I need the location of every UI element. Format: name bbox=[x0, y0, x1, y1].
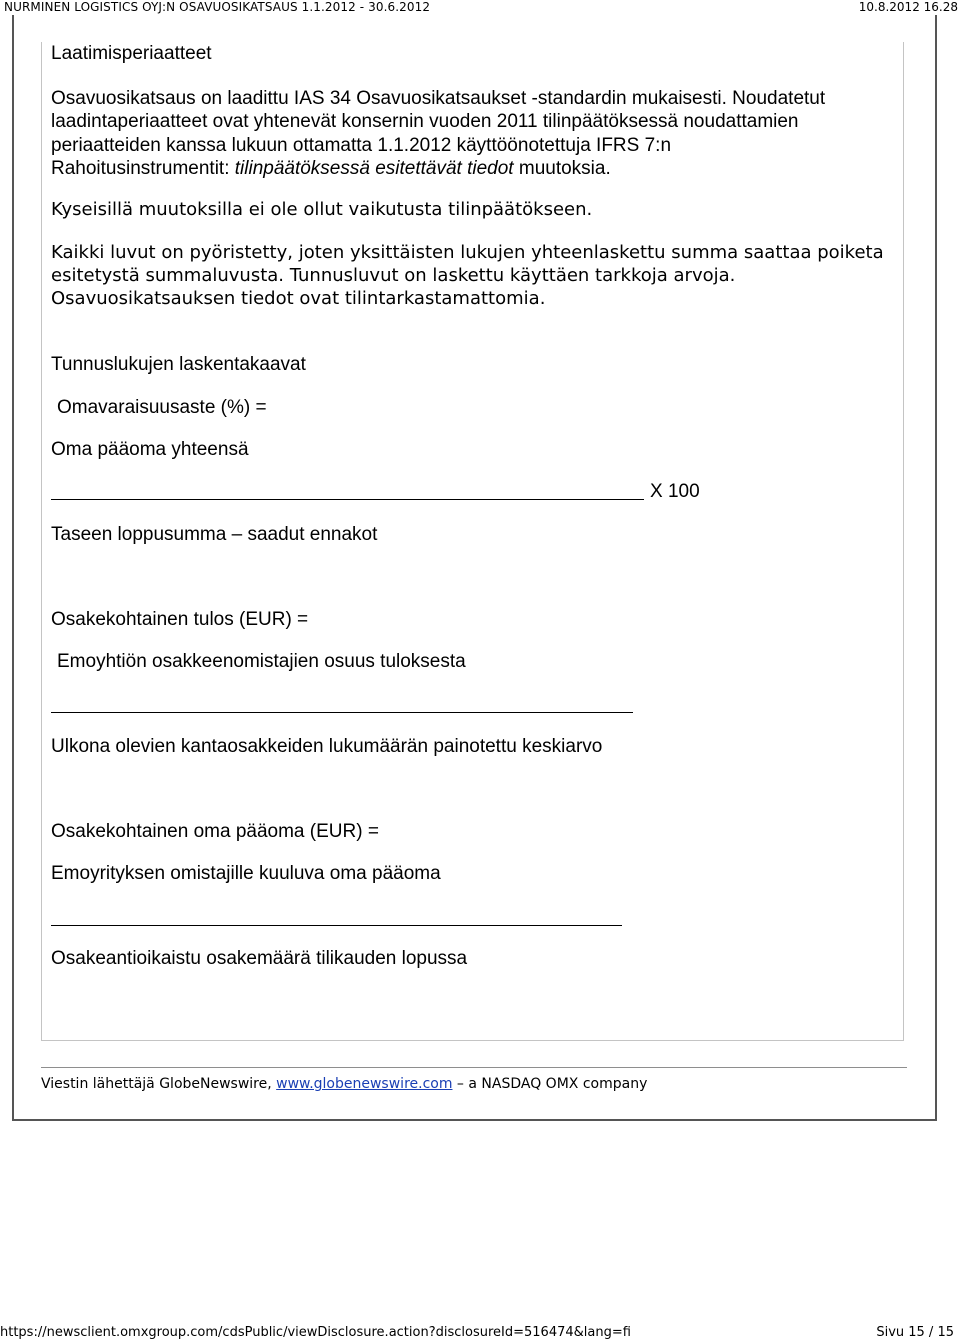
document-title: NURMINEN LOGISTICS OYJ:N OSAVUOSIKATSAUS 1.1.2012 - 30.6.2012 bbox=[4, 0, 431, 14]
fraction-bar bbox=[51, 712, 633, 713]
formulas-heading: Tunnuslukujen laskentakaavat bbox=[51, 354, 306, 375]
sender-text: – a NASDAQ OMX company bbox=[452, 1076, 648, 1092]
print-header bbox=[0, 0, 960, 14]
paragraph-line: Osavuosikatsaus on laadittu IAS 34 Osavuosikatsaukset -standardin mukaisesti. Noudatetut bbox=[51, 88, 826, 109]
paragraph-line: esitetystä summaluvusta. Tunnusluvut on laskettu käyttäen tarkkoja arvoja. bbox=[51, 265, 736, 286]
equity-ratio-numerator: Oma pääoma yhteensä bbox=[51, 439, 249, 460]
equity-per-share-label: Osakekohtainen oma pääoma (EUR) = bbox=[51, 821, 379, 842]
fraction-bar bbox=[51, 925, 622, 926]
equity-ratio-multiplier: X 100 bbox=[650, 481, 700, 502]
paragraph-line: Kaikki luvut on pyöristetty, joten yksittäisten lukujen yhteenlaskettu summa saattaa poiketa bbox=[51, 242, 884, 263]
print-datetime: 10.8.2012 16.28 bbox=[858, 0, 958, 14]
footer-divider bbox=[41, 1067, 907, 1068]
paragraph-line: Osavuosikatsauksen tiedot ovat tilintarkastamattomia. bbox=[51, 288, 546, 309]
equity-per-share-denominator: Osakeantioikaistu osakemäärä tilikauden lopussa bbox=[51, 948, 468, 969]
eps-label: Osakekohtainen tulos (EUR) = bbox=[51, 609, 309, 630]
fraction-bar bbox=[51, 499, 644, 500]
italic-title: tilinpäätöksessä esitettävät tiedot bbox=[234, 158, 514, 179]
globenewswire-link[interactable]: www.globenewswire.com bbox=[276, 1076, 453, 1092]
paragraph-text: muutoksia. bbox=[513, 158, 611, 179]
paragraph-line bbox=[51, 157, 611, 181]
paragraph-line: laadintaperiaatteet ovat yhtenevät konsernin vuoden 2011 tilinpäätöksessä noudattamien bbox=[51, 111, 799, 132]
equity-per-share-numerator: Emoyrityksen omistajille kuuluva oma pääoma bbox=[51, 863, 441, 884]
sender-text: Viestin lähettäjä GlobeNewswire, bbox=[41, 1076, 277, 1092]
eps-denominator: Ulkona olevien kantaosakkeiden lukumäärän painotettu keskiarvo bbox=[51, 736, 603, 757]
page-number: Sivu 15 / 15 bbox=[876, 1325, 954, 1340]
paragraph-effect: Kyseisillä muutoksilla ei ole ollut vaikutusta tilinpäätökseen. bbox=[51, 199, 593, 220]
eps-numerator: Emoyhtiön osakkeenomistajien osuus tuloksesta bbox=[57, 651, 466, 672]
page-url: https://newsclient.omxgroup.com/cdsPublic/viewDisclosure.action?disclosureId=516474&lang=fi bbox=[0, 1325, 631, 1340]
paragraph-line: periaatteiden kanssa lukuun ottamatta 1.1.2012 käyttöönotettuja IFRS 7:n bbox=[51, 135, 672, 156]
print-footer bbox=[0, 1325, 960, 1341]
paragraph-text: Rahoitusinstrumentit: bbox=[51, 158, 235, 179]
sender-note bbox=[41, 1075, 647, 1093]
section-heading: Laatimisperiaatteet bbox=[51, 43, 212, 64]
equity-ratio-label: Omavaraisuusaste (%) = bbox=[57, 397, 267, 418]
equity-ratio-denominator: Taseen loppusumma – saadut ennakot bbox=[51, 524, 378, 545]
